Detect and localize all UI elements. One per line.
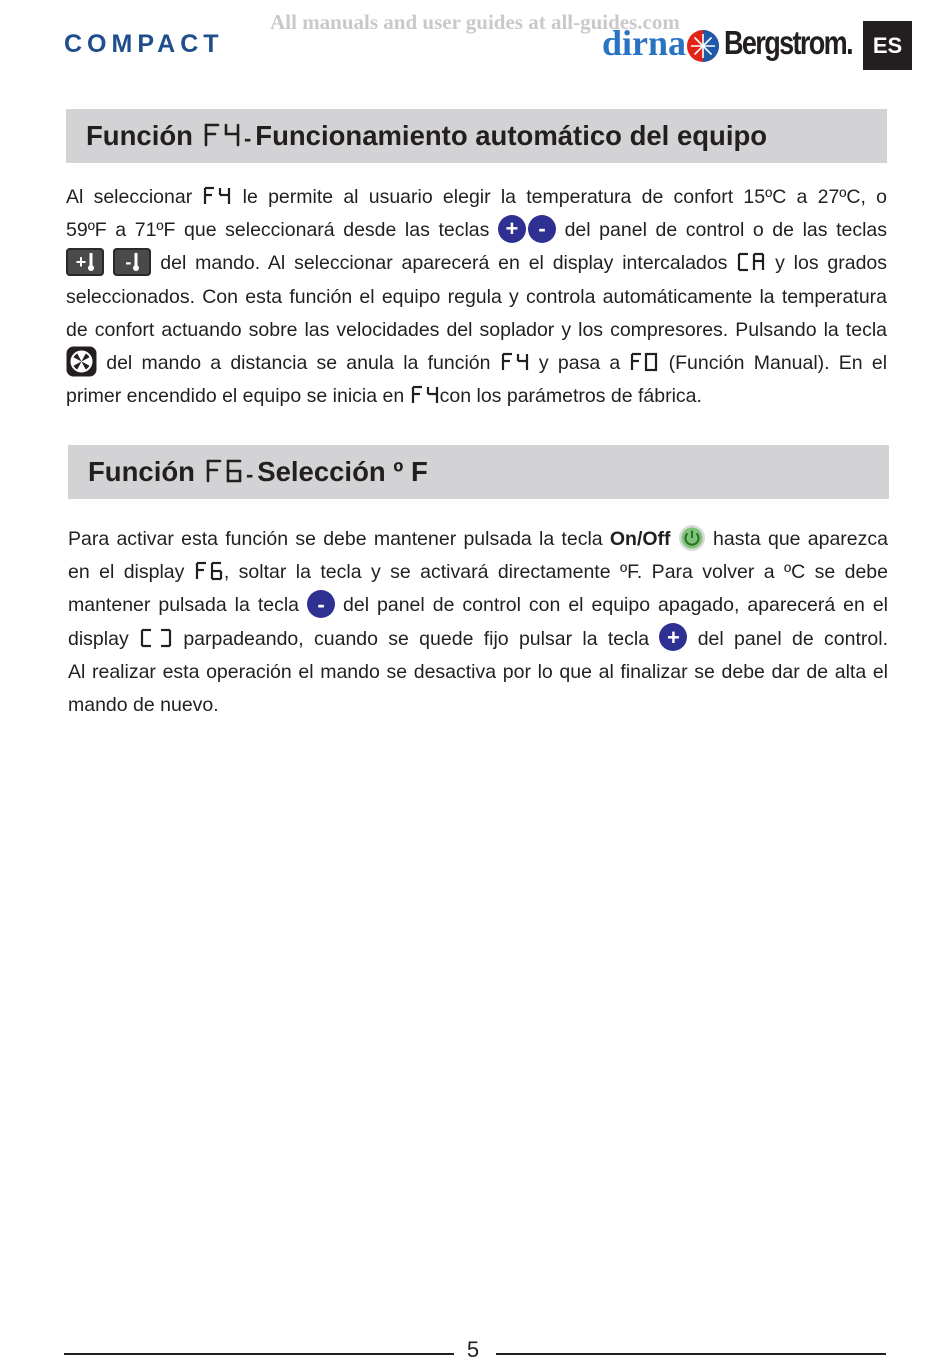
- section-title: Funcionamiento automático del equipo: [255, 120, 768, 151]
- fan-button[interactable]: [66, 346, 97, 377]
- lcd-f6-icon: [204, 459, 244, 485]
- page-number: 5: [466, 1337, 480, 1362]
- text-span: primer encendido el equipo se inicia en: [66, 385, 405, 408]
- onoff-label: On/Off: [609, 528, 671, 550]
- footer-rule-right: [496, 1353, 886, 1355]
- footer-rule-left: [64, 1353, 454, 1355]
- text-span: display: [68, 627, 129, 650]
- text-span: mantener pulsada la tecla: [68, 594, 300, 617]
- text-line: Al realizar esta operación el mando se desactiva por lo que al finalizar se debe dar de alta el: [68, 660, 888, 683]
- compact-logo: COMPACT: [64, 30, 224, 58]
- text-span: , soltar la tecla y se activará directamente ºF. Para volver a ºC se debe: [223, 561, 889, 584]
- power-button[interactable]: [678, 524, 706, 552]
- minus-button[interactable]: -: [307, 590, 335, 618]
- section-title: Selección º F: [257, 456, 428, 487]
- text-span: le permite al usuario elegir la temperatura de confort 15ºC a 27ºC, o: [242, 186, 887, 208]
- section-heading-f4: [66, 109, 887, 163]
- plus-button[interactable]: +: [498, 215, 526, 243]
- minus-button[interactable]: -: [528, 215, 556, 243]
- text-span: y pasa a: [538, 351, 621, 374]
- lcd-f4-icon: [202, 186, 232, 206]
- text-span: del mando. Al seleccionar aparecerá en el display intercalados: [160, 252, 728, 275]
- text-line: mando de nuevo.: [68, 693, 219, 716]
- section2-paragraph: [68, 523, 888, 722]
- section-title-prefix: Función: [88, 456, 195, 487]
- text-span: 59ºF a 71ºF que seleccionará desde las teclas: [66, 219, 490, 242]
- section-dash: -: [243, 126, 252, 151]
- text-span: (Función Manual). En el: [668, 351, 888, 374]
- text-span: del panel de control con el equipo apagado, aparecerá en el: [343, 594, 889, 617]
- text-span: Para activar esta función se debe mantener pulsada la tecla: [68, 528, 603, 550]
- text-span: del mando a distancia se anula la función: [106, 351, 491, 374]
- watermark: All manuals and user guides at all-guides.com: [270, 10, 680, 34]
- lcd-f6-icon: [194, 561, 224, 581]
- lcd-ca-icon: [736, 252, 766, 272]
- lcd-f4-icon: [202, 123, 242, 149]
- text-line: de confort actuando sobre las velocidades del soplador y los compresores. Pulsando la tecla: [66, 318, 887, 341]
- text-line: seleccionados. Con esta función el equipo regula y controla automáticamente la temperatura: [66, 285, 887, 308]
- text-span: parpadeando, cuando se quede fijo pulsar la tecla: [183, 627, 650, 650]
- section-title-prefix: Función: [86, 120, 193, 151]
- remote-minus-button[interactable]: -: [113, 248, 151, 276]
- text-span: del panel de control o de las teclas: [564, 219, 888, 242]
- text-span: y los grados: [775, 252, 888, 275]
- bergstrom-logo: Bergstrom.: [724, 24, 852, 61]
- text-span: en el display: [68, 561, 185, 584]
- lcd-f0-icon: [629, 352, 659, 372]
- lcd-f4-icon: [410, 385, 440, 405]
- dirna-logo: dirna: [602, 23, 687, 63]
- thermometer-icon: [133, 253, 139, 271]
- text-span: con los parámetros de fábrica.: [439, 385, 702, 408]
- lcd-f4-icon: [500, 352, 530, 372]
- text-span: del panel de control.: [697, 627, 888, 650]
- thermometer-icon: [88, 253, 94, 271]
- section-dash: -: [245, 462, 254, 487]
- text-span: Al seleccionar: [66, 186, 193, 208]
- section-heading-f6: [68, 445, 889, 499]
- lcd-bracket-icon: [139, 628, 173, 648]
- section1-paragraph: [66, 181, 887, 413]
- plus-button[interactable]: +: [659, 623, 687, 651]
- remote-plus-button[interactable]: +: [66, 248, 104, 276]
- text-span: hasta que aparezca: [713, 528, 888, 550]
- language-badge: ES: [863, 21, 912, 70]
